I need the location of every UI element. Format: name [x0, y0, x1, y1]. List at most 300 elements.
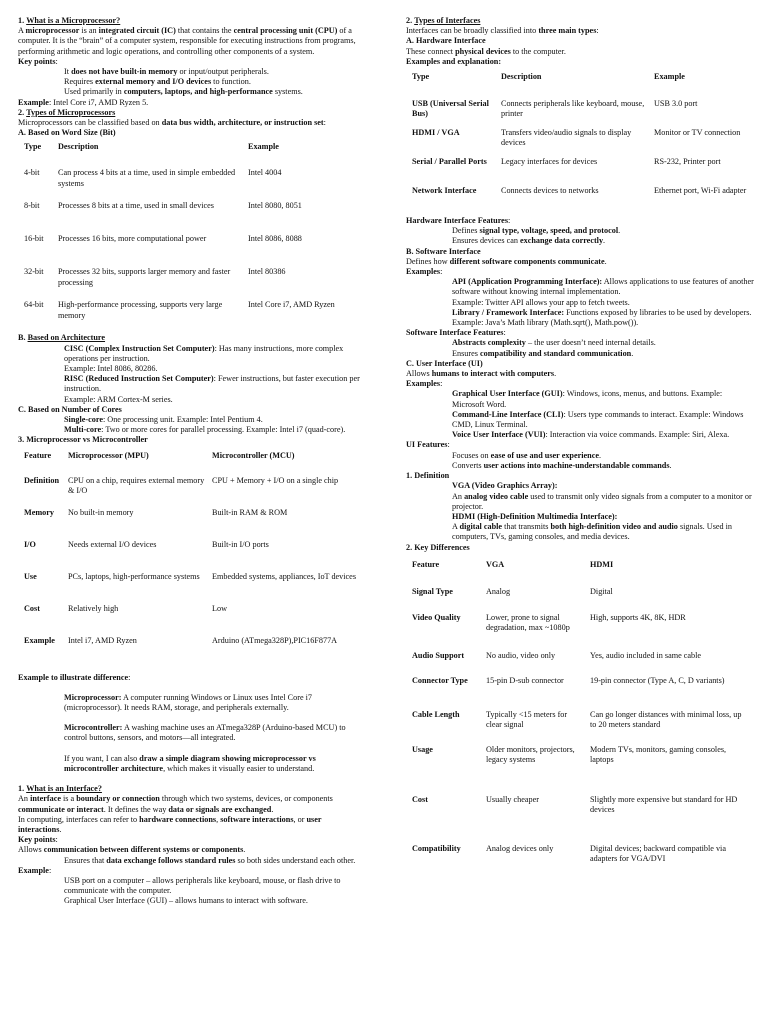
text-span: Cost — [412, 794, 428, 804]
text-span: Modern TVs, monitors, gaming consoles, laptops — [590, 744, 727, 764]
text-span: Examples — [406, 267, 441, 277]
list-item — [18, 856, 363, 866]
text-span: Embedded systems, appliances, IoT devices — [212, 571, 357, 581]
text-span: : Two or more cores for parallel processing. Example: Intel i7 (quad-core). — [101, 425, 346, 435]
example-line — [18, 98, 363, 108]
list-item — [406, 461, 754, 471]
text-span: Ensures devices can — [452, 236, 520, 246]
text-span: : — [128, 672, 131, 682]
text-span: communicate or interact — [18, 804, 104, 814]
list-item-example: Example: Twitter API allows your app to fetch tweets. — [452, 297, 630, 307]
text-span: A — [452, 522, 460, 532]
text-span: Cable Length — [412, 709, 460, 719]
subheading: B. Software Interface — [406, 246, 481, 256]
text-span: that contains the — [175, 26, 234, 36]
text-span: signal type, voltage, speed, and protocol — [479, 226, 619, 236]
table-row — [406, 843, 754, 871]
text-span: Graphical User Interface (GUI) — [452, 389, 563, 399]
text-span: An — [18, 794, 31, 804]
text-span: draw a simple diagram showing microprocessor vs microcontroller architecture — [64, 753, 316, 773]
table-row — [406, 185, 754, 214]
vga-vs-hdmi-table — [406, 555, 754, 871]
subheading: 2. Key Differences — [406, 542, 470, 552]
text-span: 1. — [18, 784, 25, 794]
paragraph — [18, 794, 363, 814]
text-span: Defines — [452, 226, 480, 236]
text-span: . — [669, 460, 672, 470]
paragraph — [18, 693, 363, 713]
text-span: B. — [18, 333, 28, 343]
paragraph — [406, 26, 754, 36]
text-span: does not have built-in memory — [71, 67, 178, 77]
text-span: Processes 16 bits, more computational power — [58, 234, 207, 244]
text-span: Based on Architecture — [27, 333, 106, 343]
text-span: is an — [79, 26, 99, 36]
text-span: Microprocessor: — [64, 692, 122, 702]
text-span: Microprocessor (MPU) — [68, 450, 149, 460]
text-span: Can go longer distances with minimal loss, up to 20 meters standard — [590, 709, 742, 729]
list-item-example: Example: Java’s Math library (Math.sqrt(), Math.pow()). — [452, 318, 639, 328]
text-span: Multi-core — [64, 425, 102, 435]
text-span: Usage — [412, 744, 433, 754]
text-span: 2. — [18, 107, 25, 117]
subheading: A. Hardware Interface — [406, 36, 486, 46]
paragraph — [406, 522, 754, 542]
text-span: RS-232, Printer port — [654, 157, 721, 167]
text-span: : Windows, icons, menus, and buttons. Example: Microsoft Word. — [452, 389, 723, 409]
text-span: What is a Microprocessor? — [26, 16, 121, 25]
text-span: data exchange follows standard rules — [106, 855, 236, 865]
text-span: API (Application Programming Interface): — [452, 277, 603, 287]
text-span: Relatively high — [68, 603, 119, 613]
text-span: Types of Interfaces — [414, 16, 481, 25]
text-span: central processing unit (CPU) — [233, 26, 338, 36]
table-row — [18, 298, 363, 331]
text-span: Requires — [64, 77, 96, 87]
text-span: 1. — [18, 16, 25, 25]
hardware-interface-table — [406, 69, 754, 214]
text-span: Compatibility — [412, 843, 461, 853]
paragraph — [18, 754, 363, 774]
text-span: : Users type commands to interact. Example: Windows CMD, Linux Terminal. — [452, 409, 744, 430]
text-span: ease of use and user experience — [490, 450, 599, 460]
text-span: High-performance processing, supports very large memory — [58, 300, 223, 320]
text-span: 16-bit — [24, 234, 44, 244]
paragraph — [406, 492, 754, 512]
text-span: Allows — [18, 845, 44, 855]
text-span: Analog — [486, 586, 511, 596]
text-span: 19-pin connector (Type A, C, D variants) — [590, 675, 725, 685]
text-span: Signal Type — [412, 586, 453, 596]
list-item-example: Example: ARM Cortex-M series. — [64, 394, 173, 404]
text-span: Intel Core i7, AMD Ryzen — [248, 300, 335, 310]
list-item — [18, 87, 363, 97]
subheading: C. Based on Number of Cores — [18, 404, 122, 414]
examples-label — [406, 267, 754, 277]
list-item — [406, 308, 754, 318]
key-points-label — [18, 57, 363, 67]
text-span: through which two systems, devices, or components — [159, 794, 333, 804]
table-row — [18, 507, 363, 539]
examples-label — [406, 379, 754, 389]
text-span: Processes 8 bits at a time, used in small devices — [58, 201, 214, 211]
text-span: both high-definition video and audio — [550, 522, 678, 532]
text-span: Examples — [406, 379, 441, 389]
text-span: Processes 32 bits, supports larger memory and faster processing — [58, 267, 231, 287]
text-span: , — [216, 814, 221, 824]
text-span: of a computer. It is the “brain” of a computer system, responsible for executing instructions from programs, performing arithmetic and logic operations, and controlling other components of a system. — [18, 26, 356, 56]
text-span: Software Interface Features — [406, 328, 504, 338]
text-span: Definition — [24, 475, 60, 485]
text-span: Typically <15 meters for clear signal — [486, 709, 568, 729]
text-span: UI Features — [406, 440, 448, 450]
list-item — [18, 415, 363, 425]
text-span: A — [18, 26, 26, 36]
table-row — [406, 794, 754, 843]
text-span: communication between different systems or components — [43, 845, 244, 855]
list-item — [406, 389, 754, 409]
paragraph — [406, 47, 754, 57]
text-span: Single-core — [64, 415, 103, 425]
text-span: These connect — [406, 46, 456, 56]
paragraph — [18, 26, 363, 57]
table-row — [18, 475, 363, 507]
text-span: to the computer. — [510, 46, 566, 56]
text-span: 4-bit — [24, 168, 40, 178]
text-span: : — [440, 267, 443, 277]
text-span: Digital — [590, 586, 613, 596]
table-row — [18, 539, 363, 571]
example-label — [18, 866, 363, 876]
text-span: Monitor or TV connection — [654, 128, 741, 138]
text-span: Defines how — [406, 256, 450, 266]
text-span: Abstracts complexity — [452, 338, 526, 348]
list-item — [406, 277, 754, 297]
text-span: Older monitors, projectors, legacy systems — [486, 744, 575, 764]
text-span: CISC (Complex Instruction Set Computer) — [64, 343, 215, 353]
text-span: or input/output peripherals. — [177, 67, 269, 77]
text-span: High, supports 4K, 8K, HDR — [590, 612, 686, 622]
text-span: VGA — [486, 559, 505, 569]
text-span: compatibility and standard communication — [479, 348, 632, 358]
text-span: . — [243, 845, 246, 855]
left-column — [18, 16, 363, 907]
text-span: : — [440, 379, 443, 389]
text-span: hardware connections — [139, 814, 217, 824]
text-span: Voice User Interface (VUI) — [452, 430, 546, 440]
text-span: integrated circuit (IC) — [98, 26, 176, 36]
text-span: Low — [212, 603, 228, 613]
table-header-row — [18, 140, 363, 166]
subheading — [406, 328, 754, 338]
text-span: . — [604, 256, 607, 266]
table-header-row — [406, 69, 754, 98]
text-span: Connects devices to networks — [501, 186, 599, 196]
list-item — [406, 481, 754, 491]
text-span: RISC (Reduced Instruction Set Computer) — [64, 374, 214, 384]
list-item — [406, 410, 754, 430]
text-span: is a — [60, 794, 77, 804]
text-span: Allows applications to use features of another software without knowing internal implementation. — [452, 277, 754, 297]
subheading: Examples and explanation: — [406, 56, 502, 66]
text-span: Key points — [18, 835, 56, 845]
text-span: Example — [18, 865, 49, 875]
text-span: systems. — [272, 87, 303, 97]
section-heading: 3. Microprocessor vs Microcontroller — [18, 435, 148, 445]
section-heading — [18, 108, 363, 118]
subheading: 1. Definition — [406, 471, 450, 481]
section-heading — [18, 16, 363, 26]
text-span: Example — [248, 142, 279, 152]
text-span: that transmits — [502, 522, 551, 532]
text-span: : Has many instructions, more complex operations per instruction. — [64, 343, 344, 363]
table-row — [406, 709, 754, 744]
table-row — [406, 612, 754, 650]
list-item — [406, 349, 754, 359]
text-span: Usually cheaper — [486, 794, 539, 804]
text-span: Network Interface — [412, 186, 477, 196]
text-span: software interactions — [220, 814, 294, 824]
text-span: HDMI — [590, 559, 614, 569]
text-span: 8-bit — [24, 201, 40, 211]
section-heading — [18, 784, 363, 794]
list-item — [18, 425, 363, 435]
text-span: Connector Type — [412, 675, 468, 685]
text-span: Transfers video/audio signals to display devices — [501, 128, 632, 148]
text-span: No built-in memory — [68, 507, 134, 517]
text-span: Type — [24, 142, 42, 152]
subheading — [18, 333, 363, 343]
text-span: Intel i7, AMD Ryzen — [68, 635, 137, 645]
text-span: Ensures — [452, 348, 480, 358]
text-span: Analog devices only — [486, 843, 554, 853]
text-span: Key points — [18, 56, 56, 66]
key-points-label — [18, 835, 363, 845]
table-row — [18, 571, 363, 603]
list-item — [406, 236, 754, 246]
text-span: data or signals are exchanged — [168, 804, 272, 814]
text-span: PCs, laptops, high-performance systems — [68, 571, 200, 581]
text-span: Example to illustrate difference — [18, 672, 129, 682]
text-span: used to transmit only video signals from a computer to a monitor or projector. — [452, 491, 752, 511]
text-span: 64-bit — [24, 300, 44, 310]
text-span: Interfaces can be broadly classified into — [406, 26, 539, 36]
table-row — [406, 156, 754, 185]
text-span: – the user doesn’t need internal details. — [525, 338, 656, 348]
text-span: : Fewer instructions, but faster execution per instruction. — [64, 374, 360, 394]
text-span: user actions into machine-understandable commands — [483, 460, 670, 470]
text-span: external memory and I/O devices — [95, 77, 212, 87]
table-row — [406, 98, 754, 127]
text-span: . It defines the way — [103, 804, 169, 814]
text-span: analog video cable — [464, 491, 529, 501]
table-row — [18, 232, 363, 265]
text-span: : — [508, 216, 511, 226]
text-span: . — [271, 804, 274, 814]
right-column — [406, 16, 754, 871]
text-span: Feature — [24, 450, 52, 460]
text-span: What is an Interface? — [26, 784, 102, 794]
text-span: Intel 8080, 8051 — [248, 201, 302, 211]
text-span: : — [503, 328, 506, 338]
table-row — [18, 166, 363, 199]
list-item — [406, 512, 754, 522]
paragraph — [18, 118, 363, 128]
text-span: Intel 80386 — [248, 267, 286, 277]
text-span: Converts — [452, 460, 484, 470]
text-span: USB 3.0 port — [654, 99, 698, 109]
text-span: three main types — [538, 26, 597, 36]
text-span: Can process 4 bits at a time, used in simple embedded systems — [58, 168, 236, 188]
table-header-row — [406, 555, 754, 586]
text-span: : Interaction via voice commands. Example: Siri, Alexa. — [545, 430, 730, 440]
list-item — [406, 451, 754, 461]
text-span: I/O — [24, 539, 36, 549]
text-span: : — [447, 440, 450, 450]
text-span: Cost — [24, 603, 40, 613]
text-span: . — [59, 824, 62, 834]
list-item — [406, 338, 754, 348]
mpu-vs-mcu-table — [18, 449, 363, 667]
table-row — [18, 265, 363, 298]
list-item — [406, 430, 754, 440]
text-span: Legacy interfaces for devices — [501, 157, 598, 167]
text-span: 32-bit — [24, 267, 44, 277]
subheading: C. User Interface (UI) — [406, 358, 483, 368]
text-span: Functions exposed by libraries to be used by developers. — [564, 307, 752, 317]
text-span: . — [603, 236, 606, 246]
list-item — [18, 344, 363, 364]
text-span: Hardware Interface Features — [406, 216, 509, 226]
text-span: Description — [58, 142, 99, 152]
table-row — [18, 199, 363, 232]
table-row — [406, 127, 754, 156]
text-span: boundary or connection — [76, 794, 160, 804]
text-span: : — [48, 865, 52, 875]
text-span: so both sides understand each other. — [235, 855, 356, 865]
text-span: Intel 4004 — [248, 168, 282, 178]
text-span: Built-in I/O ports — [212, 539, 269, 549]
list-item-example: Example: Intel 8086, 80286. — [64, 364, 158, 374]
text-span: digital cable — [459, 522, 503, 532]
list-item — [18, 77, 363, 87]
table-row — [18, 635, 363, 667]
text-span: Intel 8086, 8088 — [248, 234, 302, 244]
text-span: Allows — [406, 369, 432, 379]
text-span: No audio, video only — [486, 650, 556, 660]
text-span: Microprocessors can be classified based on — [18, 118, 162, 128]
text-span: 15-pin D-sub connector — [486, 675, 564, 685]
text-span: : — [55, 56, 58, 66]
text-span: : — [55, 835, 58, 845]
text-span: Connects peripherals like keyboard, mouse, printer — [501, 99, 645, 119]
text-span: physical devices — [455, 46, 511, 56]
text-span: Ethernet port, Wi-Fi adapter — [654, 186, 747, 196]
text-span: : — [323, 118, 326, 128]
text-span: Lower, prone to signal degradation, max ~1080p — [486, 612, 570, 632]
text-span: Types of Microprocessors — [26, 107, 116, 117]
text-span: An — [452, 491, 465, 501]
text-span: Example — [654, 72, 685, 82]
text-span: It — [64, 67, 72, 77]
subheading — [18, 673, 363, 683]
text-span: signals. Used in computers, TVs, gaming consoles, and media devices. — [452, 522, 733, 542]
list-item — [18, 374, 363, 394]
text-span: user interactions — [18, 814, 322, 834]
paragraph — [18, 815, 363, 835]
paragraph — [18, 723, 363, 743]
list-item — [18, 845, 363, 855]
table-row — [18, 603, 363, 635]
list-item — [18, 67, 363, 77]
text-span: Memory — [24, 507, 55, 517]
text-span: : — [596, 26, 599, 36]
text-span: A washing machine uses an ATmega328P (Arduino-based MCU) to control buttons, sensors, and motors—all integrated. — [64, 723, 346, 743]
paragraph — [406, 257, 754, 267]
text-span: Needs external I/O devices — [68, 539, 157, 549]
text-span: : Intel Core i7, AMD Ryzen 5. — [48, 97, 149, 107]
text-span: , or — [293, 814, 307, 824]
list-item: Graphical User Interface (GUI) – allows humans to interact with software. — [64, 896, 308, 906]
text-span: Arduino (ATmega328P),PIC16F877A — [212, 635, 338, 645]
text-span: Microcontroller (MCU) — [212, 450, 295, 460]
text-span: . — [554, 369, 557, 379]
text-span: Focuses on — [452, 450, 491, 460]
table-header-row — [18, 449, 363, 475]
text-span: Used primarily in — [64, 87, 124, 97]
text-span: . — [599, 450, 602, 460]
text-span: Video Quality — [412, 612, 461, 622]
text-span: If you want, I can also — [64, 753, 140, 763]
table-row — [406, 650, 754, 675]
list-item — [406, 226, 754, 236]
list-item: USB port on a computer – allows peripherals like keyboard, mouse, or flash drive to communicate with the computer. — [64, 875, 341, 896]
text-span: Use — [24, 571, 37, 581]
text-span: different software components communicate — [449, 256, 605, 266]
text-span: Yes, audio included in same cable — [590, 650, 702, 660]
text-span: , which makes it visually easier to understand. — [163, 763, 315, 773]
text-span: humans to interact with computers — [431, 369, 555, 379]
word-size-table — [18, 140, 363, 331]
text-span: microprocessor — [25, 26, 80, 36]
section-heading — [406, 16, 754, 26]
text-span: Feature — [412, 559, 440, 569]
text-span: USB (Universal Serial Bus) — [412, 99, 489, 119]
text-span: HDMI / VGA — [412, 128, 460, 138]
text-span: VGA (Video Graphics Array): — [452, 481, 558, 491]
subheading: A. Based on Word Size (Bit) — [18, 128, 116, 138]
table-row — [406, 675, 754, 709]
text-span: . — [631, 348, 634, 358]
text-span: Built-in RAM & ROM — [212, 507, 288, 517]
text-span: Command-Line Interface (CLI) — [452, 409, 564, 419]
text-span: Library / Framework Interface: — [452, 307, 565, 317]
text-span: 2. — [406, 16, 413, 25]
table-row — [406, 586, 754, 612]
text-span: data bus width, architecture, or instruction set — [161, 118, 324, 128]
table-row — [406, 744, 754, 794]
text-span: to function. — [211, 77, 251, 87]
text-span: HDMI (High-Definition Multimedia Interface): — [452, 511, 618, 521]
subheading — [406, 216, 754, 226]
text-span: interface — [30, 794, 61, 804]
text-span: Microcontroller: — [64, 723, 123, 733]
text-span: Type — [412, 72, 430, 82]
subheading — [406, 440, 754, 450]
text-span: Example — [24, 635, 55, 645]
text-span: CPU on a chip, requires external memory & I/O — [68, 475, 205, 495]
text-span: Example — [18, 97, 49, 107]
